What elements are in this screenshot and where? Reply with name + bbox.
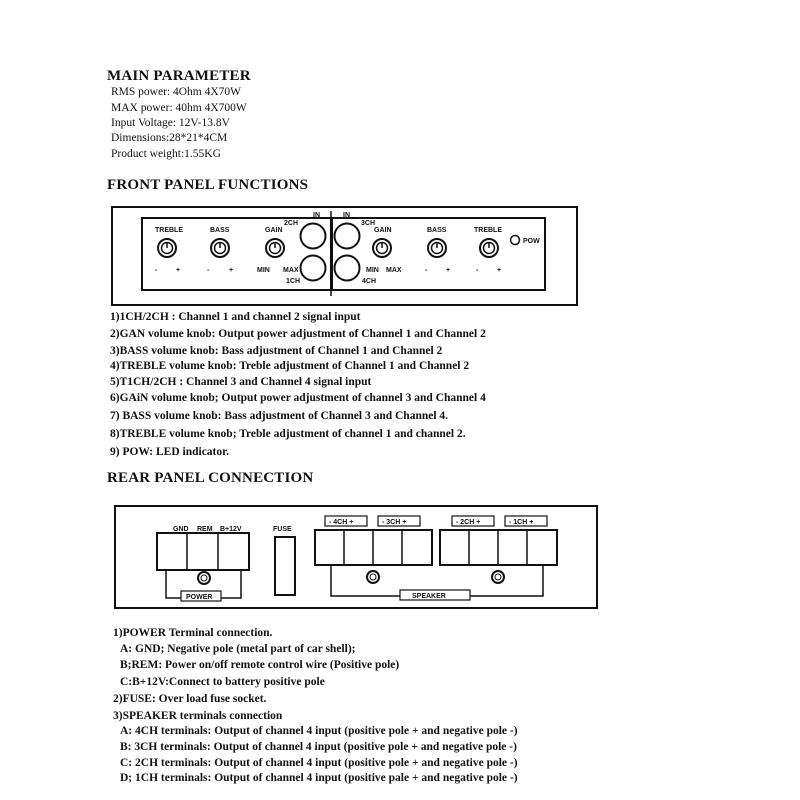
ch1-label: - 1CH +: [509, 519, 534, 526]
rem-label: REM: [197, 526, 213, 533]
bass-knob-right: [428, 239, 446, 257]
gain-knob-left: [266, 239, 284, 257]
power-screw-icon: [198, 572, 210, 584]
fuse-line: 2)FUSE: Over load fuse socket.: [113, 693, 267, 705]
front-item: 7) BASS volume knob: Bass adjustment of Channel 3 and Channel 4.: [110, 410, 449, 422]
front-item: 2)GAN volume knob: Output power adjustment of Channel 1 and Channel 2: [110, 328, 486, 340]
front-item: 5)T1CH/2CH : Channel 3 and Channel 4 signal input: [110, 376, 372, 388]
power-item: B;REM: Power on/off remote control wire (Positive pole): [120, 659, 400, 671]
front-1ch-label: 1CH: [286, 278, 301, 285]
minus-sign: -: [425, 267, 428, 274]
speaker-title: 3)SPEAKER terminals connection: [113, 710, 283, 722]
param-line: MAX power: 40hm 4X700W: [111, 102, 247, 114]
power-item: A: GND; Negative pole (metal part of car shell);: [120, 643, 356, 655]
input-jack-1ch: [301, 256, 326, 281]
minus-sign: -: [155, 267, 158, 274]
plus-sign: +: [229, 267, 234, 274]
speaker-label: SPEAKER: [412, 593, 446, 600]
front-2ch-label: 2CH: [284, 220, 299, 227]
ch4-label: - 4CH +: [329, 519, 354, 526]
power-item: C:B+12V:Connect to battery positive pole: [120, 676, 325, 688]
param-line: RMS power: 4Ohm 4X70W: [111, 86, 242, 98]
max-label: MAX: [283, 267, 299, 274]
plus-sign: +: [497, 267, 502, 274]
front-item: 9) POW: LED indicator.: [110, 446, 230, 458]
input-jack-4ch: [335, 256, 360, 281]
front-item: 1)1CH/2CH : Channel 1 and channel 2 signal input: [110, 311, 361, 323]
front-panel-heading: FRONT PANEL FUNCTIONS: [107, 177, 309, 193]
speaker-item: D; 1CH terminals: Output of channel 4 input (positive pale + and negative pole -): [120, 772, 518, 784]
treble-knob-left: [158, 239, 176, 257]
fuse-socket: [275, 537, 295, 595]
min-label: MIN: [257, 267, 270, 274]
main-parameter-heading: MAIN PARAMETER: [107, 68, 251, 84]
front-item: 6)GAiN volume knob; Output power adjustment of channel 3 and Channel 4: [110, 392, 486, 404]
speaker-item: C: 2CH terminals: Output of channel 4 input (positive pole + and negative pole -): [120, 757, 518, 769]
gnd-label: GND: [173, 526, 189, 533]
front-gain-label-left: GAIN: [265, 227, 283, 234]
plus-sign: +: [176, 267, 181, 274]
front-bass-label-left: BASS: [210, 227, 230, 234]
fuse-label: FUSE: [273, 526, 292, 533]
max-label: MAX: [386, 267, 402, 274]
rear-panel-heading: REAR PANEL CONNECTION: [107, 470, 314, 486]
speaker-item: B: 3CH terminals: Output of channel 4 input (positive pole + and negative pole -): [120, 741, 517, 753]
plus-sign: +: [446, 267, 451, 274]
front-item: 4)TREBLE volume knob: Treble adjustment of Channel 1 and Channel 2: [110, 360, 470, 372]
input-jack-2ch: [301, 224, 326, 249]
param-line: Input Voltage: 12V-13.8V: [111, 117, 230, 129]
speaker-screw-icon: [492, 571, 504, 583]
bass-knob-left: [211, 239, 229, 257]
front-3ch-label: 3CH: [361, 220, 376, 227]
front-treble-label-left: TREBLE: [155, 227, 183, 234]
front-bass-label-right: BASS: [427, 227, 447, 234]
front-gain-label-right: GAIN: [374, 227, 392, 234]
rear-panel-diagram: [115, 506, 597, 608]
b12v-label: B+12V: [220, 526, 242, 533]
front-in-label-left: IN: [313, 212, 320, 219]
power-terminal-title: 1)POWER Terminal connection.: [113, 627, 273, 639]
front-item: 3)BASS volume knob: Bass adjustment of Channel 1 and Channel 2: [110, 345, 443, 357]
treble-knob-right: [480, 239, 498, 257]
pow-label: POW: [523, 238, 540, 245]
ch2-label: - 2CH +: [456, 519, 481, 526]
param-line: Product weight:1.55KG: [111, 148, 221, 160]
min-label: MIN: [366, 267, 379, 274]
param-line: Dimensions:28*21*4CM: [111, 132, 228, 144]
speaker-item: A: 4CH terminals: Output of channel 4 input (positive pole + and negative pole -): [120, 725, 518, 737]
gain-knob-right: [373, 239, 391, 257]
front-in-label-right: IN: [343, 212, 350, 219]
front-treble-label-right: TREBLE: [474, 227, 502, 234]
front-4ch-label: 4CH: [362, 278, 377, 285]
input-jack-3ch: [335, 224, 360, 249]
ch3-label: - 3CH +: [382, 519, 407, 526]
front-item: 8)TREBLE volume knob; Treble adjustment of channel 1 and channel 2.: [110, 428, 466, 440]
front-panel-diagram: [112, 207, 577, 305]
power-label: POWER: [186, 594, 213, 601]
pow-led-icon: [511, 236, 520, 245]
minus-sign: -: [476, 267, 479, 274]
speaker-screw-icon: [367, 571, 379, 583]
minus-sign: -: [207, 267, 210, 274]
